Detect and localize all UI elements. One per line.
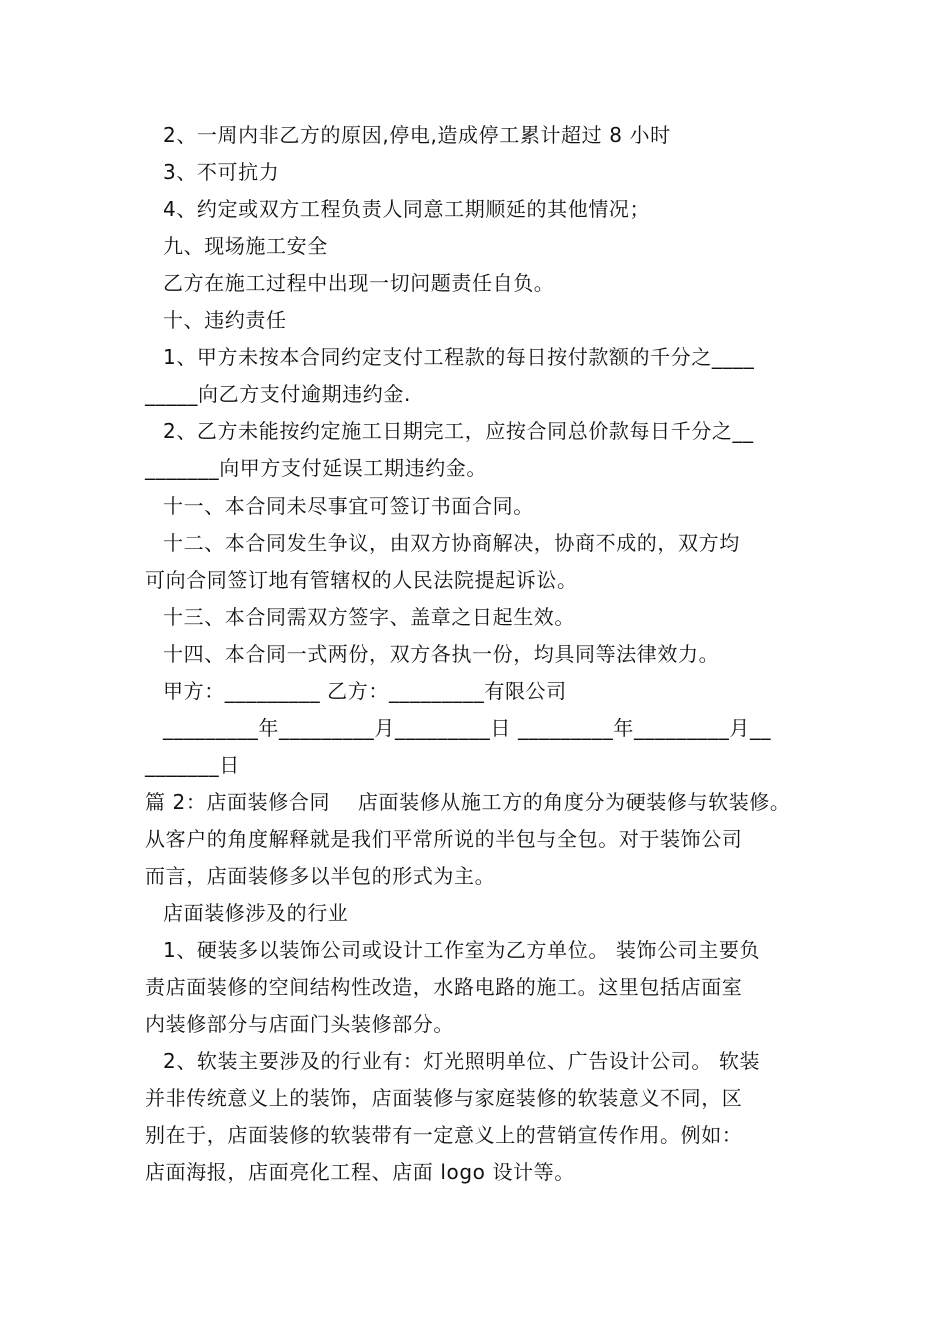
text-line-23: 1、硬装多以装饰公司或设计工作室为乙方单位。 装饰公司主要负 (163, 938, 761, 962)
text-line-20: 从客户的角度解释就是我们平常所说的半包与全包。对于装饰公司 (145, 827, 743, 851)
text-line-25: 内装修部分与店面门头装修部分。 (145, 1012, 454, 1036)
text-line-11: 十一、本合同未尽事宜可签订书面合同。 (163, 494, 534, 518)
signature-line: 甲方：_________ 乙方：_________有限公司 (163, 679, 567, 703)
text-line-12: 十二、本合同发生争议，由双方协商解决，协商不成的，双方均 (163, 531, 740, 555)
text-line-26: 2、软装主要涉及的行业有：灯光照明单位、广告设计公司。 软装 (163, 1049, 761, 1073)
text-line-9: 2、乙方未能按约定施工日期完工，应按合同总价款每日千分之__ (163, 419, 754, 443)
text-line-21: 而言，店面装修多以半包的形式为主。 (145, 864, 496, 888)
subheading-industries: 店面装修涉及的行业 (163, 901, 349, 925)
text-line-10: _______向甲方支付延误工期违约金。 (145, 456, 487, 480)
section-heading-10: 十、违约责任 (163, 308, 287, 332)
section-heading-9: 九、现场施工安全 (163, 234, 328, 258)
text-line-14: 十三、本合同需双方签字、盖章之日起生效。 (163, 605, 575, 629)
text-line-5: 乙方在施工过程中出现一切问题责任自负。 (163, 271, 555, 295)
text-line-13: 可向合同签订地有管辖权的人民法院提起诉讼。 (145, 568, 578, 592)
text-line-8: _____向乙方支付逾期违约金. (145, 382, 411, 406)
date-line: _________年_________月_________日 _________年_________月__ (163, 716, 772, 740)
date-line-continued: _______日 (145, 753, 240, 777)
text-line-2: 3、不可抗力 (163, 160, 280, 184)
text-line-28: 别在于，店面装修的软装带有一定意义上的营销宣传作用。例如： (145, 1123, 743, 1147)
article-2-title-line: 篇 2：店面装修合同 店面装修从施工方的角度分为硬装修与软装修。 (145, 790, 791, 814)
text-line-1: 2、一周内非乙方的原因,停电,造成停工累计超过 8 小时 (163, 123, 671, 147)
text-line-24: 责店面装修的空间结构性改造，水路电路的施工。这里包括店面室 (145, 975, 743, 999)
text-line-3: 4、约定或双方工程负责人同意工期顺延的其他情况； (163, 197, 651, 221)
text-line-15: 十四、本合同一式两份，双方各执一份，均具同等法律效力。 (163, 642, 720, 666)
text-line-27: 并非传统意义上的装饰，店面装修与家庭装修的软装意义不同，区 (145, 1086, 743, 1110)
text-line-29: 店面海报，店面亮化工程、店面 logo 设计等。 (145, 1160, 575, 1184)
text-line-7: 1、甲方未按本合同约定支付工程款的每日按付款额的千分之____ (163, 345, 755, 369)
